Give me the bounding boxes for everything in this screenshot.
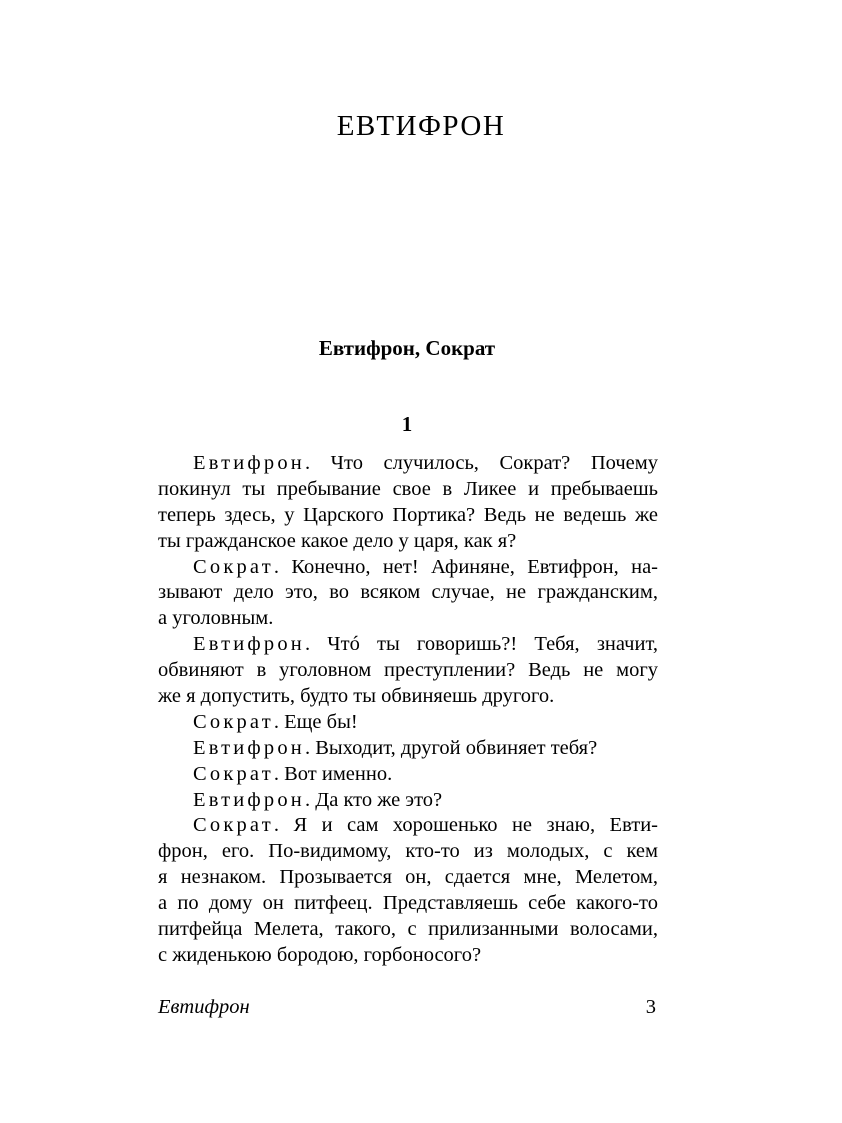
speaker-name: Сократ <box>193 710 274 733</box>
text-line <box>158 529 658 555</box>
speaker-name: Евтифрон <box>193 736 305 759</box>
speaker-name: Евтифрон <box>193 788 305 811</box>
text-line <box>158 632 658 658</box>
line-text: . Чтó ты говоришь?! Тебя, значит, <box>304 633 658 656</box>
line-text: . Конечно, нет! Афиняне, Евтифрон, на- <box>273 555 658 578</box>
running-title: Евтифрон <box>158 996 250 1018</box>
text-line <box>158 606 658 632</box>
text-line <box>158 736 658 762</box>
speaker-name: Евтифрон <box>193 452 305 474</box>
line-text: покинул ты пребывание свое в Ликее и пребываешь <box>158 477 658 500</box>
text-line <box>158 943 658 969</box>
text-line <box>158 684 658 710</box>
line-text: питфейца Мелета, такого, с прилизанными волосами, <box>158 918 658 941</box>
text-line <box>158 839 658 865</box>
line-text: . Да кто же это? <box>304 788 443 811</box>
line-text: . Выходит, другой обвиняет тебя? <box>304 736 598 759</box>
text-line <box>158 451 658 477</box>
text-line <box>158 891 658 917</box>
line-text: . Я и сам хорошенько не знаю, Евти- <box>273 814 658 837</box>
speaker-name: Сократ <box>193 814 274 837</box>
speaker-name: Евтифрон <box>193 633 305 656</box>
page-title: ЕВТИФРОН <box>336 110 506 142</box>
line-text: а уголовным. <box>158 607 274 630</box>
line-text: . Что случилось, Сократ? Почему <box>304 452 658 474</box>
text-line <box>158 710 658 736</box>
dialogue-characters: Евтифрон, Сократ <box>318 336 496 360</box>
line-text: обвиняют в уголовном преступлении? Ведь не могу <box>158 659 658 682</box>
text-line <box>158 477 658 503</box>
section-number: 1 <box>401 412 413 436</box>
text-line <box>158 503 658 529</box>
text-line <box>158 917 658 943</box>
line-text: я незнаком. Прозывается он, сдается мне, Мелетом, <box>158 866 658 889</box>
text-line <box>158 762 658 788</box>
line-text: . Еще бы! <box>273 710 358 733</box>
text-line <box>158 865 658 891</box>
text-line <box>158 658 658 684</box>
line-text: с жиденькою бородою, горбоносого? <box>158 943 482 966</box>
line-text: ты гражданское какое дело у царя, как я? <box>158 529 517 552</box>
text-line <box>158 813 658 839</box>
line-text: же я допустить, будто ты обвиняешь другого. <box>158 685 555 708</box>
text-line <box>158 555 658 581</box>
line-text: зывают дело это, во всяком случае, не гражданским, <box>158 581 658 604</box>
page-number: 3 <box>645 996 656 1018</box>
line-text: . Вот именно. <box>273 762 393 785</box>
line-text: теперь здесь, у Царского Портика? Ведь не ведешь же <box>158 503 658 526</box>
text-line <box>158 788 658 814</box>
text-line <box>158 580 658 606</box>
speaker-name: Сократ <box>193 555 274 578</box>
line-text: а по дому он питфеец. Представляешь себе какого-то <box>158 892 658 915</box>
dialogue-text <box>158 451 658 969</box>
speaker-name: Сократ <box>193 762 274 785</box>
line-text: фрон, его. По-видимому, кто-то из молодых, с кем <box>158 840 658 863</box>
